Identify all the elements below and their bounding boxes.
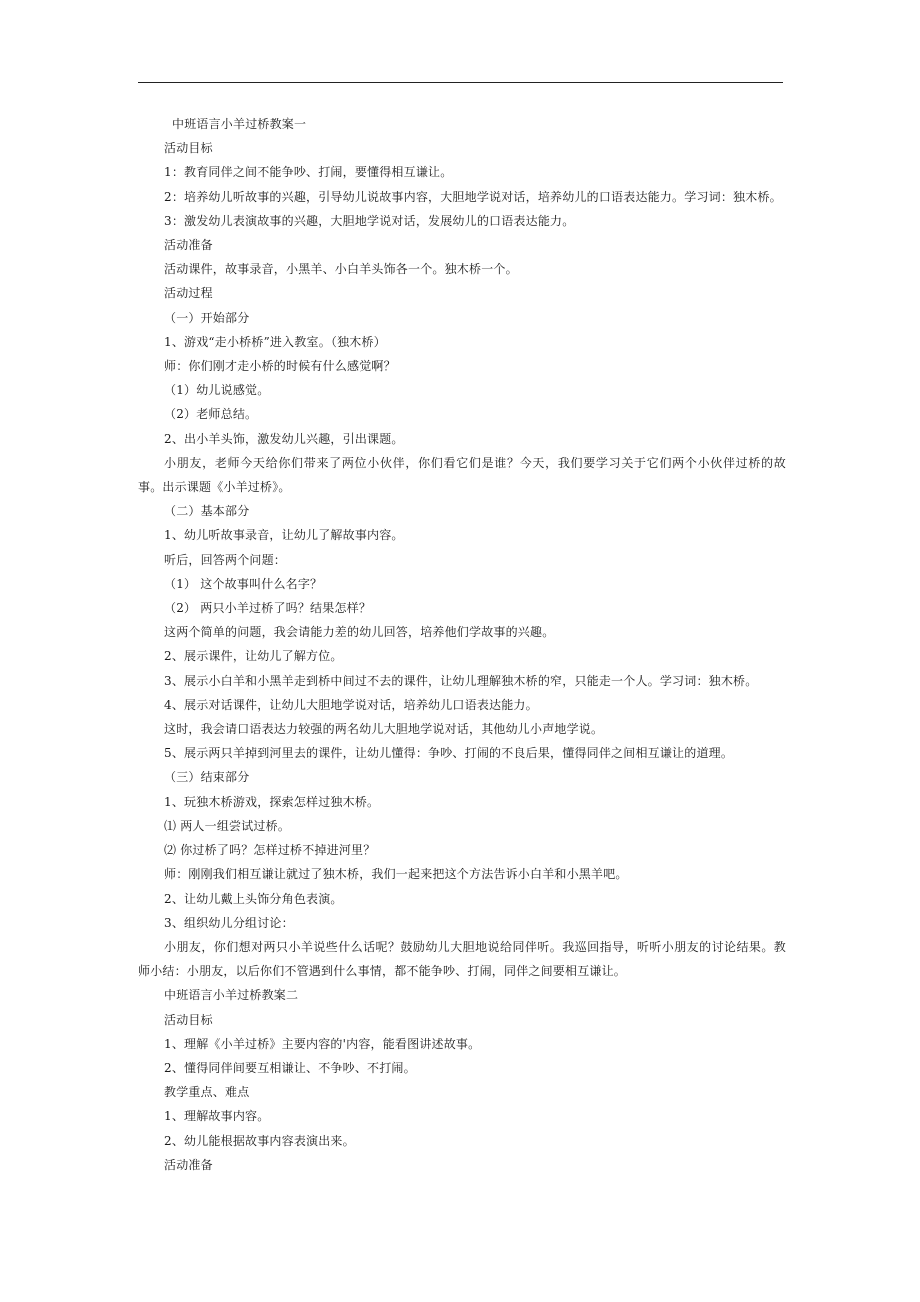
lesson-two-title: 中班语言小羊过桥教案二 bbox=[164, 988, 299, 1003]
sub-item: （1）幼儿说感觉。 bbox=[164, 383, 270, 398]
document-body bbox=[138, 112, 786, 1177]
goals-heading: 活动目标 bbox=[164, 141, 213, 156]
teacher-line: 师：刚刚我们相互谦让就过了独木桥，我们一起来把这个方法告诉小白羊和小黑羊吧。 bbox=[164, 867, 628, 882]
question-item: （1） 这个故事叫什么名字？ bbox=[164, 576, 323, 591]
goal-item: 2：培养幼儿听故事的兴趣，引导幼儿说故事内容，大胆地学说对话，培养幼儿的口语表达能力。学习词：独木桥。 bbox=[164, 189, 782, 204]
key-point-item: 2、幼儿能根据故事内容表演出来。 bbox=[164, 1133, 355, 1148]
step-item: 4、展示对话课件，让幼儿大胆地学说对话，培养幼儿口语表达能力。 bbox=[164, 697, 538, 712]
prep-heading: 活动准备 bbox=[164, 238, 213, 253]
section-heading: （三）结束部分 bbox=[164, 770, 250, 785]
process-heading: 活动过程 bbox=[164, 286, 213, 301]
lesson-one-title: 中班语言小羊过桥教案一 bbox=[172, 117, 307, 131]
step-item: 2、展示课件，让幼儿了解方位。 bbox=[164, 649, 343, 664]
note-line: 这时，我会请口语表达力较强的两名幼儿大胆地学说对话，其他幼儿小声地学说。 bbox=[164, 722, 604, 737]
note-line: 这两个简单的问题，我会请能力差的幼儿回答，培养他们学故事的兴趣。 bbox=[164, 625, 555, 640]
instruction-line: 听后，回答两个问题： bbox=[164, 552, 287, 567]
goal-item: 2、懂得同伴间要互相谦让、不争吵、不打闹。 bbox=[164, 1060, 416, 1075]
section-heading: （一）开始部分 bbox=[164, 310, 250, 325]
goals-heading: 活动目标 bbox=[164, 1012, 213, 1027]
goal-item: 1、理解《小羊过桥》主要内容的'内容，能看图讲述故事。 bbox=[164, 1036, 481, 1051]
key-points-heading: 教学重点、难点 bbox=[164, 1085, 250, 1100]
step-item: 3、组织幼儿分组讨论： bbox=[164, 915, 294, 930]
step-item: 2、出小羊头饰，激发幼儿兴趣，引出课题。 bbox=[164, 431, 404, 446]
step-item: 3、展示小白羊和小黑羊走到桥中间过不去的课件，让幼儿理解独木桥的窄，只能走一个人。学习词：独木桥。 bbox=[164, 673, 758, 688]
prep-text: 活动课件，故事录音，小黑羊、小白羊头饰各一个。独木桥一个。 bbox=[164, 262, 518, 277]
step-item: 2、让幼儿戴上头饰分角色表演。 bbox=[164, 891, 343, 906]
goal-item: 3：激发幼儿表演故事的兴趣，大胆地学说对话，发展幼儿的口语表达能力。 bbox=[164, 213, 575, 228]
discussion-paragraph: 小朋友，你们想对两只小羊说些什么话呢？鼓励幼儿大胆地说给同伴听。我巡回指导，听听小朋友的讨论结果。教师小结：小朋友，以后你们不管遇到什么事情，都不能争吵、打闹，同伴之间要相互谦让。 bbox=[138, 939, 786, 979]
step-item: 1、玩独木桥游戏，探索怎样过独木桥。 bbox=[164, 794, 380, 809]
question-item: （2） 两只小羊过桥了吗？结果怎样？ bbox=[164, 601, 372, 616]
section-heading: （二）基本部分 bbox=[164, 504, 250, 519]
step-item: 1、幼儿听故事录音，让幼儿了解故事内容。 bbox=[164, 528, 404, 543]
prep-heading: 活动准备 bbox=[164, 1157, 213, 1172]
teacher-question: 师：你们刚才走小桥的时候有什么感觉啊？ bbox=[164, 359, 396, 374]
step-item: 5、展示两只羊掉到河里去的课件，让幼儿懂得：争吵、打闹的不良后果，懂得同伴之间相互谦让的道理。 bbox=[164, 746, 734, 761]
header-rule bbox=[138, 82, 783, 83]
sub-item: （2）老师总结。 bbox=[164, 407, 258, 422]
goal-item: 1：教育同伴之间不能争吵、打闹，要懂得相互谦让。 bbox=[164, 165, 453, 180]
sub-item: ⑵ 你过桥了吗？怎样过桥不掉进河里？ bbox=[164, 843, 376, 858]
sub-item: ⑴ 两人一组尝试过桥。 bbox=[164, 818, 291, 833]
intro-paragraph: 小朋友，老师今天给你们带来了两位小伙伴，你们看它们是谁？今天，我们要学习关于它们两个小伙伴过桥的故事。出示课题《小羊过桥》。 bbox=[138, 455, 786, 495]
key-point-item: 1、理解故事内容。 bbox=[164, 1109, 270, 1124]
step-item: 1、游戏“走小桥桥”进入教室。（独木桥） bbox=[164, 334, 386, 349]
